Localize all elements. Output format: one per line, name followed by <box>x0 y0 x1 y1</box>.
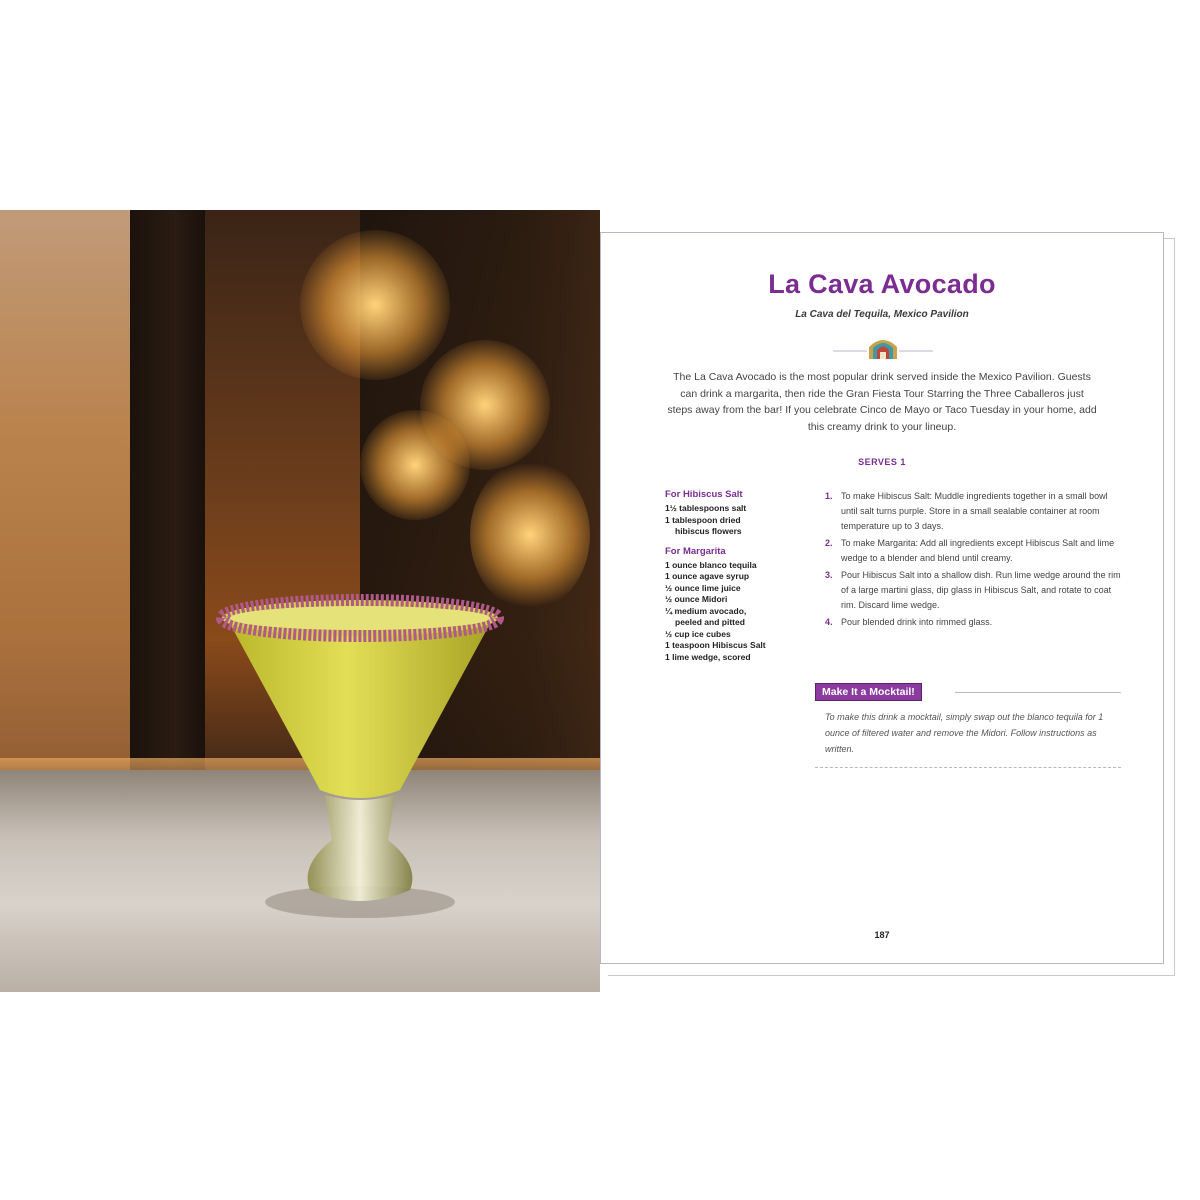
recipe-title: La Cava Avocado <box>768 269 996 299</box>
recipe-intro: The La Cava Avocado is the most popular drink served inside the Mexico Pavilion. Guests can drink a margarita, then ride the Gran Fiesta Tour Starring the Three Caballeros just steps away from the bar! If you celebrate Cinco de Mayo or Taco Tuesday in your home, add this creamy drink to your lineup. <box>667 371 1097 433</box>
step-number: 2. <box>825 538 833 548</box>
ingredient-line: 1 ounce agave syrup <box>665 571 750 581</box>
martini-glass-icon <box>210 590 510 930</box>
step-text: Pour Hibiscus Salt into a shallow dish. Run lime wedge around the rim of a large martini glass, dip glass in Hibiscus Salt, and rotate to coat rim. Discard lime wedge. <box>841 570 1121 610</box>
bokeh-light <box>300 230 450 380</box>
instruction-step <box>825 489 1125 534</box>
ingredient-line: 1 teaspoon Hibiscus Salt <box>665 640 766 650</box>
instructions-list <box>825 489 1125 632</box>
background-pillar <box>130 210 205 810</box>
ingredient-line: ½ cup ice cubes <box>665 628 731 639</box>
instruction-step <box>825 615 1125 630</box>
recipe-page <box>600 232 1164 964</box>
ingredients-list <box>665 489 815 663</box>
ingredient-heading: For Margarita <box>665 545 726 557</box>
mocktail-bottom-rule <box>815 767 1121 768</box>
step-number: 4. <box>825 617 833 627</box>
mocktail-rule <box>955 692 1121 693</box>
step-text: To make Margarita: Add all ingredients except Hibiscus Salt and lime wedge to a blender and blend until creamy. <box>841 538 1115 563</box>
ingredient-line: 1½ tablespoons salt <box>665 503 747 513</box>
ingredient-line: ½ ounce Midori <box>665 594 728 604</box>
mocktail-label: Make It a Mocktail! <box>815 683 922 701</box>
ingredient-line: ¼ medium avocado, <box>665 605 747 616</box>
ingredient-line: 1 tablespoon dried <box>665 514 741 525</box>
ingredient-line: peeled and pitted <box>675 617 745 627</box>
bokeh-light <box>360 410 470 520</box>
arch-ornament-icon <box>833 333 933 361</box>
ingredient-line: ½ ounce lime juice <box>665 582 741 593</box>
instruction-step <box>825 568 1125 613</box>
ingredient-line: 1 lime wedge, scored <box>665 651 751 662</box>
bokeh-light <box>470 460 590 610</box>
background-window <box>0 210 150 770</box>
instruction-step <box>825 536 1125 566</box>
ingredient-line: 1 ounce blanco tequila <box>665 559 757 570</box>
ingredient-line: hibiscus flowers <box>675 526 742 536</box>
step-number: 3. <box>825 570 833 580</box>
page-number: 187 <box>874 930 890 940</box>
mocktail-box <box>815 682 1121 768</box>
cocktail-photo <box>0 210 600 992</box>
ingredient-heading: For Hibiscus Salt <box>665 489 743 500</box>
recipe-subtitle: La Cava del Tequila, Mexico Pavilion <box>795 309 969 320</box>
serves-label: SERVES 1 <box>858 457 906 467</box>
step-text: Pour blended drink into rimmed glass. <box>841 617 993 627</box>
step-text: To make Hibiscus Salt: Muddle ingredients together in a small bowl until salt turns purple. Store in a small sealable container at room temperature up to 3 days. <box>841 491 1108 531</box>
step-number: 1. <box>825 491 833 501</box>
mocktail-text: To make this drink a mocktail, simply swap out the blanco tequila for 1 ounce of filtered water and remove the Midori. Follow instructions as written. <box>825 712 1104 754</box>
